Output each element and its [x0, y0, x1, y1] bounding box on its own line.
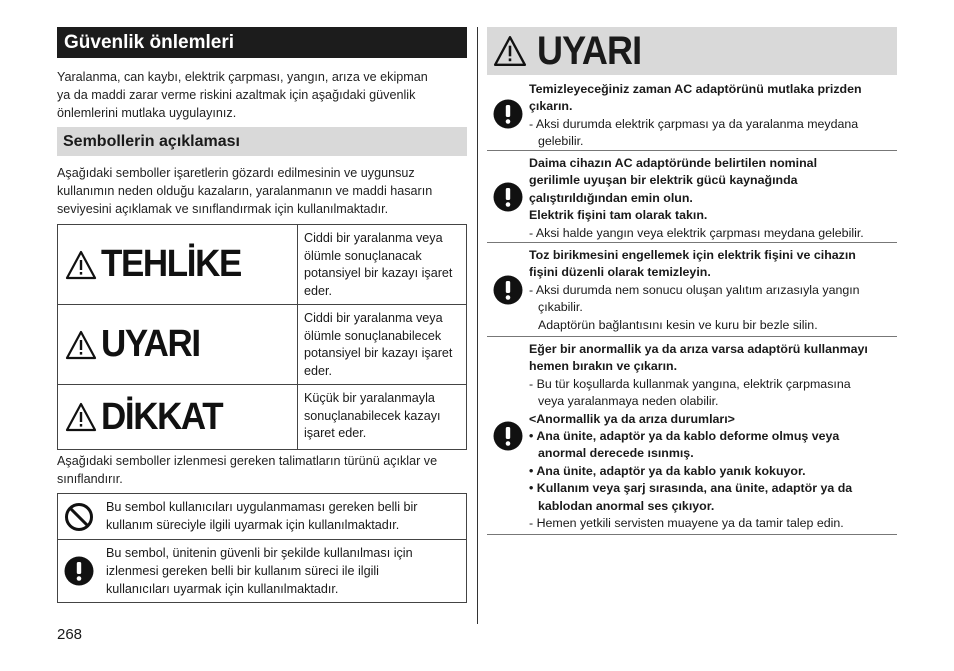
warning-block-unplug: Temizleyeceğiniz zaman AC adaptörünü mutlaka prizden çıkarın. - Aksi durumda elektrik çarpması ya da yaralanma meydana gelebilir.: [487, 77, 897, 151]
warning-triangle-icon: [493, 35, 527, 67]
warning-header-title: UYARI: [537, 28, 642, 73]
signal-word-danger: TEHLİKE: [101, 243, 241, 285]
symbols-intro-paragraph: Aşağıdaki semboller işaretlerin gözardı edilmesinin ve uygunsuz kullanımın neden olduğu kazaların, yaralanmanın ve maddi hasarın seviyesini açıklamak ve sınıflandırmak için kullanılmaktadır.: [57, 166, 433, 216]
column-divider: [477, 27, 478, 624]
signal-row-warning: [58, 304, 466, 384]
mandatory-action-icon: [493, 99, 523, 129]
page-number: 268: [57, 626, 83, 643]
signal-row-caution: [58, 384, 466, 449]
signal-word-caution: DİKKAT: [101, 395, 223, 438]
subsection-title: Sembollerin açıklaması: [57, 127, 467, 156]
warning-triangle-icon: [65, 330, 97, 360]
warning-block-dust: Toz birikmesini engellemek için elektrik fişini ve cihazın fişini düzenli olarak temizleyin. - Aksi durumda nem sonucu oluşan yalıtım arızasıyla yangın çıkabilir. Adaptörün bağlantısını kesin ve kuru bir bezle silin.: [487, 243, 897, 337]
section-title: Güvenlik önlemleri: [57, 27, 467, 58]
warning-triangle-icon: [65, 402, 97, 432]
symbol-row-prohibition: Bu sembol kullanıcıları uygulanmaması gereken belli bir kullanım süreciyle ilgili uyarmak için kullanılmaktadır.: [58, 494, 466, 539]
instruction-symbol-table: [57, 493, 467, 603]
mandatory-action-icon: [64, 556, 94, 586]
mandatory-action-icon: [493, 182, 523, 212]
prohibition-icon: [64, 502, 94, 532]
symbol-row-mandatory: Bu sembol, ünitenin güvenli bir şekilde kullanılması için izlenmesi gereken belli bir kullanım süreci ile ilgili kullanıcıları uyarmak için kullanılmaktadır.: [58, 539, 466, 602]
warning-triangle-icon: [65, 250, 97, 280]
signal-word-table: [57, 224, 467, 450]
intro-paragraph: Yaralanma, can kaybı, elektrik çarpması, yangın, arıza ve ekipman ya da maddi zarar verme riskini azaltmak için aşağıdaki güvenlik önlemlerini mutlaka uygulayınız.: [57, 70, 428, 120]
signal-desc-warning: Ciddi bir yaralanma veya ölümle sonuçlanabilecek potansiyel bir kazayı işaret eder.: [304, 311, 453, 378]
mandatory-action-icon: [493, 275, 523, 305]
signal-desc-danger: Ciddi bir yaralanma veya ölümle sonuçlanacak potansiyel bir kazayı işaret eder.: [304, 231, 453, 298]
warning-block-voltage: Daima cihazın AC adaptöründe belirtilen nominal gerilimle uyuşan bir elektrik gücü kaynağında çalıştırıldığından emin olun. Elektrik fişini tam olarak takın. - Aksi halde yangın veya elektrik çarpması meydana gelebilir.: [487, 151, 897, 243]
warning-header: [487, 27, 897, 75]
mandatory-action-icon: [493, 421, 523, 451]
signal-word-warning: UYARI: [101, 323, 200, 365]
signal-row-danger: [58, 225, 466, 304]
warning-block-abnormality: Eğer bir anormallik ya da arıza varsa adaptörü kullanmayı hemen bırakın ve çıkarın. - Bu tür koşullarda kullanmak yangına, elektrik çarpmasına veya yaralanmaya neden olabilir. <Anormallik ya da arıza durumları> • Ana ünite, adaptör ya da kablo deforme olmuş veya anormal derecede ısınmış. • Ana ünite, adaptör ya da kablo yanık kokuyor. • Kullanım veya şarj sırasında, ana ünite, adaptör ya da kablodan anormal ses çıkıyor. - Hemen yetkili servisten muayene ya da tamir talep edin.: [487, 337, 897, 535]
instructions-intro-paragraph: Aşağıdaki semboller izlenmesi gereken talimatların türünü açıklar ve sınıflandırır.: [57, 454, 438, 486]
signal-desc-caution: Küçük bir yaralanmayla sonuçlanabilecek kazayı işaret eder.: [304, 391, 441, 441]
